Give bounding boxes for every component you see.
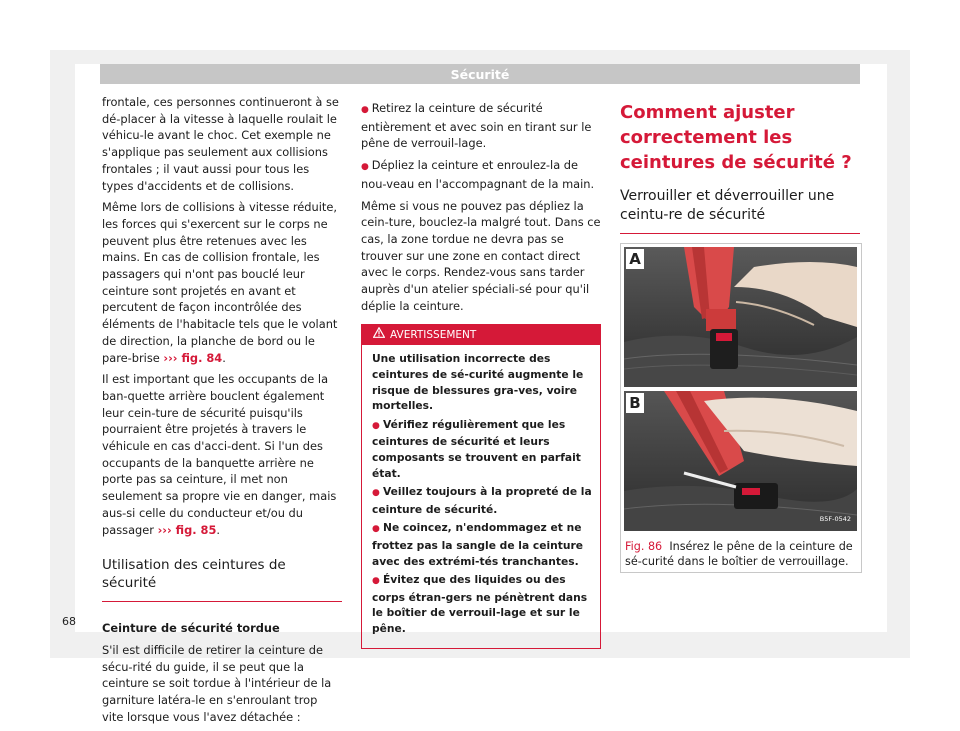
column-2 xyxy=(361,100,601,649)
bullet-item: ● Retirez la ceinture de sécurité entièrement et avec soin en tirant sur le pêne de verrouil-lage. xyxy=(361,100,601,152)
running-header xyxy=(100,64,860,84)
chapter-title: Comment ajuster correctement les ceintures de sécurité ? xyxy=(620,102,852,173)
figure-code: B5F-0542 xyxy=(819,515,851,524)
paragraph: Même lors de collisions à vitesse réduite, les forces qui s'exercent sur le corps ne peuvent plus être retenues avec les mains. En cas de collision frontale, les passagers qui n'ont pas bouclé leur ceinture sont projetés en avant et percutent de façon incontrôlée des éléments de l'habitacle tels que le volant de direction, la planche de bord ou le pare-brise ››› fig. 84. xyxy=(102,200,338,365)
warning-header xyxy=(362,325,600,345)
warning-item: ● Ne coincez, n'endommagez et ne frottez pas la sangle de la ceinture avec des extrémi-tés tranchantes. xyxy=(372,520,592,569)
warning-item: ● Vérifiez régulièrement que les ceintures de sécurité et leurs composants se trouvent en parfait état. xyxy=(372,417,592,481)
section-divider xyxy=(102,601,342,602)
panel-label-b: B xyxy=(626,393,644,413)
warning-triangle-icon xyxy=(372,325,386,345)
figure xyxy=(620,243,862,573)
warning-item: ● Évitez que des liquides ou des corps étran-gers ne pénètrent dans le boîtier de verrouil-lage et sur le pêne. xyxy=(372,572,592,636)
paragraph: frontale, ces personnes continueront à se dé-placer à la vitesse à laquelle roulait le véhicu-le avant le choc. Cet exemple ne s'applique pas seulement aux collisions frontales ; il vaut aussi pour tous les types d'accidents et de collisions. xyxy=(102,95,339,193)
warning-item: ● Veillez toujours à la propreté de la ceinture de sécurité. xyxy=(372,484,592,517)
column-3 xyxy=(620,100,860,573)
section-divider xyxy=(620,233,860,234)
bullet-item: ● Dépliez la ceinture et enroulez-la de nou-veau en l'accompagnant de la main. xyxy=(361,157,601,192)
page-number: 68 xyxy=(62,615,76,628)
column-1 xyxy=(102,94,342,731)
running-header-title: Sécurité xyxy=(450,67,510,82)
warning-box xyxy=(361,324,601,648)
paragraph: Il est important que les occupants de la ban-quette arrière bouclent également leur cein-ture de sécurité puisqu'ils pourraient être projetés à travers le véhicule en cas d'acci-dent. Si l'un des occupants de la banquette arrière ne porte pas sa ceinture, il met non seulement sa propre vie en danger, mais aus-si celle du conducteur et/ou du passager ››› fig. 85. xyxy=(102,372,337,537)
panel-label-a: A xyxy=(626,249,644,269)
seatbelt-photo-a xyxy=(624,247,857,387)
warning-intro: Une utilisation incorrecte des ceintures de sé-curité augmente le risque de blessures gra-ves, voire mortelles. xyxy=(372,352,584,413)
warning-title: AVERTISSEMENT xyxy=(390,329,477,342)
figure-reference-link[interactable]: ››› fig. 84 xyxy=(163,350,223,365)
paragraph-text: Même lors de collisions à vitesse réduite, les forces qui s'exercent sur le corps ne peuvent plus être retenues avec les mains. En cas de collision frontale, les passagers qui n'ont pas bouclé leur ceinture sont projetés en avant et percutent de façon incontrôlée des éléments de l'habitacle tels que le volant de direction, la planche de bord ou le pare-brise xyxy=(102,200,338,365)
figure-caption-text: Insérez le pêne de la ceinture de sé-curité dans le boîtier de verrouillage. xyxy=(625,540,853,569)
figure-panel-a xyxy=(624,247,857,387)
section-title: Utilisation des ceintures de sécurité xyxy=(102,557,286,592)
paragraph-text: Il est important que les occupants de la ban-quette arrière bouclent également leur cein-ture de sécurité puisqu'ils pourraient être projetés à travers le véhicule en cas d'acci-dent. Si l'un des occupants de la banquette arrière ne porte pas sa ceinture, il met non seulement sa propre vie en danger, mais aus-si celle du conducteur et/ou du passager xyxy=(102,372,337,537)
figure-panel-b xyxy=(624,391,857,531)
figure-caption xyxy=(625,539,857,570)
warning-body xyxy=(362,345,600,647)
paragraph: S'il est difficile de retirer la ceinture de sécu-rité du guide, il se peut que la ceinture se soit tordue à l'intérieur de la garniture latéra-le en s'enroulant trop vite lorsque vous l'avez détachée : xyxy=(102,642,332,724)
subheading: Ceinture de sécurité tordue xyxy=(102,621,280,636)
seatbelt-photo-b xyxy=(624,391,857,531)
figure-label: Fig. 86 xyxy=(625,540,663,553)
section-title: Verrouiller et déverrouiller une ceintu-re de sécurité xyxy=(620,188,835,223)
paragraph: Même si vous ne pouvez pas dépliez la cein-ture, bouclez-la malgré tout. Dans ce cas, la zone tordue ne devra pas se trouver sur une zone en contact direct avec le corps. Rendez-vous sans tarder auprès d'un atelier spéciali-sé pour qu'il déplie la ceinture. xyxy=(361,198,601,313)
figure-reference-link[interactable]: ››› fig. 85 xyxy=(157,522,217,537)
